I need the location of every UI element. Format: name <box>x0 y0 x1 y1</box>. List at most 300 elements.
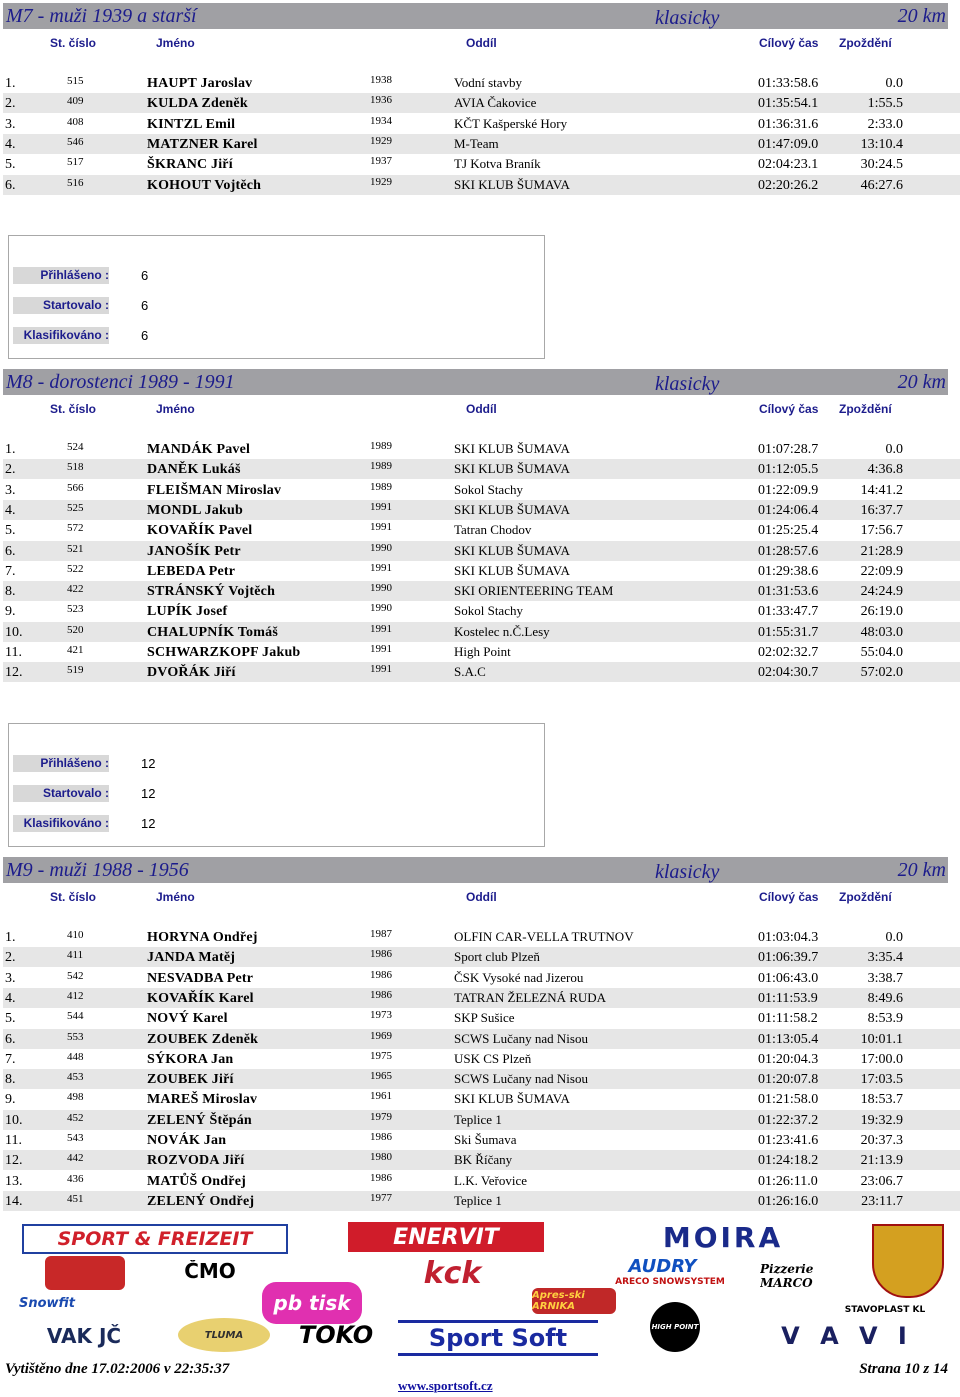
category-distance: 20 km <box>897 5 946 27</box>
logo-red-crest <box>45 1256 125 1290</box>
finish-time: 01:36:31.6 <box>758 116 819 132</box>
rank: 8. <box>5 1072 16 1088</box>
athlete-name: MONDL Jakub <box>147 502 243 518</box>
birth-year: 1938 <box>370 74 392 86</box>
birth-year: 1989 <box>370 480 392 493</box>
stat-value-started: 6 <box>141 298 149 313</box>
rank: 1. <box>5 442 16 457</box>
athlete-name: NESVADBA Petr <box>147 970 254 986</box>
athlete-name: SCHWARZKOPF Jakub <box>147 645 301 660</box>
time-gap: 0.0 <box>885 442 903 457</box>
birth-year: 1991 <box>370 643 392 655</box>
finish-time: 01:11:53.9 <box>758 990 818 1006</box>
athlete-name: ZELENÝ Štěpán <box>147 1112 252 1128</box>
finish-time: 01:11:58.2 <box>758 1011 818 1027</box>
bib-number: 525 <box>67 501 84 514</box>
finish-time: 01:21:58.0 <box>758 1092 819 1108</box>
athlete-name: KOVAŘÍK Karel <box>147 990 254 1006</box>
birth-year: 1989 <box>370 460 392 473</box>
stat-row-started <box>9 297 544 314</box>
table-row <box>3 1130 960 1150</box>
logo-pb-tisk: pb tisk <box>262 1282 362 1324</box>
athlete-name: HAUPT Jaroslav <box>147 76 253 91</box>
table-row <box>3 114 960 134</box>
website-link[interactable]: www.sportsoft.cz <box>398 1378 493 1393</box>
athlete-name: ROZVODA Jiří <box>147 1153 245 1169</box>
rank: 4. <box>5 136 16 152</box>
birth-year: 1990 <box>370 541 392 554</box>
bib-number: 524 <box>67 441 84 453</box>
athlete-name: MATŮŠ Ondřej <box>147 1173 246 1189</box>
time-gap: 1:55.5 <box>867 96 903 112</box>
time-gap: 10:01.1 <box>860 1031 903 1047</box>
athlete-name: ZELENÝ Ondřej <box>147 1193 255 1209</box>
time-gap: 8:49.6 <box>867 990 903 1006</box>
athlete-name: HORYNA Ondřej <box>147 930 258 945</box>
bib-number: 410 <box>67 929 84 941</box>
rank: 6. <box>5 1031 16 1047</box>
rank: 3. <box>5 482 16 498</box>
club: SKI KLUB ŠUMAVA <box>454 1091 570 1107</box>
rank: 4. <box>5 990 16 1006</box>
athlete-name: DANĚK Lukáš <box>147 462 241 478</box>
birth-year: 1990 <box>370 602 392 615</box>
club: SCWS Lučany nad Nisou <box>454 1030 588 1046</box>
stat-label-started: Startovalo : <box>13 297 109 314</box>
table-row <box>3 1110 960 1130</box>
athlete-name: KULDA Zdeněk <box>147 96 248 112</box>
bib-number: 421 <box>67 644 84 656</box>
category-distance: 20 km <box>897 859 946 881</box>
time-gap: 14:41.2 <box>860 482 903 498</box>
athlete-name: LUPÍK Josef <box>147 604 228 620</box>
time-gap: 20:37.3 <box>860 1133 903 1148</box>
rank: 2. <box>5 950 16 966</box>
finish-time: 02:02:32.7 <box>758 645 819 660</box>
category-distance: 20 km <box>897 371 946 393</box>
time-gap: 57:02.0 <box>860 665 903 681</box>
birth-year: 1975 <box>370 1049 392 1062</box>
birth-year: 1986 <box>370 948 392 961</box>
finish-time: 01:31:53.6 <box>758 584 819 600</box>
stat-value-classified: 12 <box>141 816 156 831</box>
club: USK CS Plzeň <box>454 1050 532 1066</box>
table-row <box>3 947 960 967</box>
athlete-name: MANDÁK Pavel <box>147 442 251 457</box>
bib-number: 546 <box>67 135 84 148</box>
bib-number: 522 <box>67 562 84 575</box>
club: L.K. Veřovice <box>454 1172 528 1188</box>
column-header-gap: Zpoždění <box>839 890 892 904</box>
birth-year: 1973 <box>370 1009 392 1022</box>
athlete-name: DVOŘÁK Jiří <box>147 665 236 681</box>
time-gap: 21:13.9 <box>860 1153 903 1169</box>
bib-number: 436 <box>67 1172 84 1185</box>
rank: 12. <box>5 1153 23 1169</box>
table-row <box>3 622 960 642</box>
column-header-bib: St. číslo <box>50 402 97 416</box>
column-header-bib: St. číslo <box>50 890 97 904</box>
bib-number: 411 <box>67 949 84 962</box>
rank: 5. <box>5 523 16 539</box>
table-row <box>3 134 960 154</box>
bib-number: 412 <box>67 989 84 1002</box>
birth-year: 1969 <box>370 1029 392 1042</box>
finish-time: 01:22:37.2 <box>758 1112 819 1128</box>
finish-time: 01:23:41.6 <box>758 1133 819 1148</box>
table-row <box>3 175 960 195</box>
table-row <box>3 459 960 479</box>
table-row <box>3 662 960 682</box>
finish-time: 01:26:11.0 <box>758 1173 818 1189</box>
time-gap: 4:36.8 <box>867 462 903 478</box>
finish-time: 01:24:18.2 <box>758 1153 819 1169</box>
club: TJ Kotva Braník <box>454 156 541 172</box>
finish-time: 01:13:05.4 <box>758 1031 819 1047</box>
time-gap: 23:06.7 <box>860 1173 903 1189</box>
logo-kck: kck <box>423 1256 482 1290</box>
entry-stats-box <box>8 723 545 847</box>
column-header-name: Jméno <box>156 36 195 50</box>
time-gap: 46:27.6 <box>860 177 903 193</box>
bib-number: 516 <box>67 176 84 189</box>
club: SKI KLUB ŠUMAVA <box>454 461 570 477</box>
club: SKI KLUB ŠUMAVA <box>454 441 570 456</box>
athlete-name: ZOUBEK Zdeněk <box>147 1031 259 1047</box>
stat-row-classified <box>9 815 544 832</box>
finish-time: 01:55:31.7 <box>758 624 819 640</box>
bib-number: 453 <box>67 1071 84 1084</box>
column-header-gap: Zpoždění <box>839 36 892 50</box>
logo-toko: TOKO <box>298 1321 374 1349</box>
table-row <box>3 927 960 947</box>
bib-number: 520 <box>67 623 84 636</box>
logo-town-crest <box>872 1224 944 1298</box>
athlete-name: CHALUPNÍK Tomáš <box>147 624 278 640</box>
stat-label-registered: Přihlášeno : <box>13 755 109 772</box>
stat-value-registered: 12 <box>141 756 156 771</box>
time-gap: 21:28.9 <box>860 543 903 559</box>
club: Sokol Stachy <box>454 603 523 619</box>
club: SKI KLUB ŠUMAVA <box>454 562 570 578</box>
table-row <box>3 541 960 561</box>
athlete-name: MAREŠ Miroslav <box>147 1092 258 1108</box>
category-header <box>3 3 948 29</box>
finish-time: 01:33:58.6 <box>758 76 819 91</box>
stat-label-registered: Přihlášeno : <box>13 267 109 284</box>
time-gap: 24:24.9 <box>860 584 903 600</box>
rank: 7. <box>5 563 16 579</box>
bib-number: 451 <box>67 1192 84 1205</box>
page-number: Strana 10 z 14 <box>859 1361 948 1377</box>
category-style: klasicky <box>655 373 720 395</box>
time-gap: 17:00.0 <box>860 1051 903 1067</box>
bib-number: 523 <box>67 603 84 616</box>
birth-year: 1986 <box>370 968 392 981</box>
logo-pizzerie-marco: Pizzerie MARCO <box>760 1264 814 1288</box>
rank: 2. <box>5 96 16 112</box>
logo-sport-freizeit: SPORT & FREIZEIT <box>22 1224 288 1254</box>
finish-time: 02:04:23.1 <box>758 157 819 173</box>
column-header-gap: Zpoždění <box>839 402 892 416</box>
club: ČSK Vysoké nad Jizerou <box>454 969 584 985</box>
logo-sportsoft: Sport Soft <box>398 1320 598 1356</box>
table-row <box>3 1008 960 1028</box>
category-header <box>3 369 948 395</box>
athlete-name: KOHOUT Vojtěch <box>147 177 262 193</box>
time-gap: 0.0 <box>885 930 903 945</box>
time-gap: 19:32.9 <box>860 1112 903 1128</box>
time-gap: 2:33.0 <box>867 116 903 132</box>
category-style: klasicky <box>655 861 720 883</box>
club: KČT Kašperské Hory <box>454 115 568 131</box>
finish-time: 01:22:09.9 <box>758 482 819 498</box>
table-row <box>3 601 960 621</box>
logo-cmo: ČMO <box>184 1260 236 1282</box>
club: Sport club Plzeň <box>454 949 540 965</box>
column-header-time: Cílový čas <box>759 890 819 904</box>
rank: 13. <box>5 1173 23 1189</box>
finish-time: 02:04:30.7 <box>758 665 819 681</box>
rank: 8. <box>5 584 16 600</box>
table-row <box>3 642 960 662</box>
column-header-name: Jméno <box>156 890 195 904</box>
bib-number: 542 <box>67 969 84 982</box>
birth-year: 1986 <box>370 988 392 1001</box>
time-gap: 17:56.7 <box>860 523 903 539</box>
table-row <box>3 1150 960 1170</box>
time-gap: 18:53.7 <box>860 1092 903 1108</box>
finish-time: 01:47:09.0 <box>758 136 819 152</box>
birth-year: 1990 <box>370 582 392 595</box>
club: SKI KLUB ŠUMAVA <box>454 501 570 517</box>
stat-row-started <box>9 785 544 802</box>
athlete-name: SÝKORA Jan <box>147 1051 234 1067</box>
finish-time: 01:33:47.7 <box>758 604 819 620</box>
column-header-time: Cílový čas <box>759 36 819 50</box>
stat-value-classified: 6 <box>141 328 149 343</box>
stat-row-registered <box>9 755 544 772</box>
table-row <box>3 1049 960 1069</box>
rank: 12. <box>5 665 23 681</box>
bib-number: 572 <box>67 522 84 535</box>
logo-moira: MOIRA <box>662 1222 784 1252</box>
athlete-name: KINTZL Emil <box>147 116 236 132</box>
logo-audry: AUDRY <box>628 1256 697 1276</box>
birth-year: 1965 <box>370 1070 392 1083</box>
rank: 1. <box>5 930 16 945</box>
stat-label-classified: Klasifikováno : <box>13 815 109 832</box>
rank: 1. <box>5 76 16 91</box>
table-row <box>3 1069 960 1089</box>
print-date: Vytištěno dne 17.02:2006 v 22:35:37 <box>5 1361 230 1377</box>
club: SKI ORIENTEERING TEAM <box>454 583 614 599</box>
category-title: M9 - muži 1988 - 1956 <box>6 859 189 881</box>
stat-row-registered <box>9 267 544 284</box>
time-gap: 30:24.5 <box>860 157 903 173</box>
club: Kostelec n.Č.Lesy <box>454 623 550 639</box>
column-header-club: Oddíl <box>466 890 497 904</box>
athlete-name: ŠKRANC Jiří <box>147 157 233 173</box>
time-gap: 48:03.0 <box>860 624 903 640</box>
bib-number: 519 <box>67 664 84 677</box>
club: SKP Sušice <box>454 1010 515 1026</box>
stat-value-registered: 6 <box>141 268 149 283</box>
bib-number: 409 <box>67 95 84 108</box>
table-row <box>3 73 960 93</box>
athlete-name: LEBEDA Petr <box>147 563 236 579</box>
finish-time: 01:28:57.6 <box>758 543 819 559</box>
birth-year: 1991 <box>370 622 392 635</box>
birth-year: 1991 <box>370 521 392 534</box>
birth-year: 1987 <box>370 928 392 940</box>
table-row <box>3 1029 960 1049</box>
bib-number: 498 <box>67 1091 84 1104</box>
finish-time: 01:29:38.6 <box>758 563 819 579</box>
rank: 10. <box>5 1112 23 1128</box>
stat-value-started: 12 <box>141 786 156 801</box>
rank: 2. <box>5 462 16 478</box>
table-row <box>3 480 960 500</box>
bib-number: 553 <box>67 1030 84 1043</box>
bib-number: 544 <box>67 1010 84 1023</box>
birth-year: 1961 <box>370 1090 392 1103</box>
club: SKI KLUB ŠUMAVA <box>454 542 570 558</box>
finish-time: 02:20:26.2 <box>758 177 819 193</box>
bib-number: 422 <box>67 583 84 596</box>
athlete-name: NOVÝ Karel <box>147 1011 228 1027</box>
birth-year: 1979 <box>370 1110 392 1123</box>
club: Ski Šumava <box>454 1132 517 1147</box>
athlete-name: ZOUBEK Jiří <box>147 1072 234 1088</box>
rank: 10. <box>5 624 23 640</box>
club: Tatran Chodov <box>454 522 532 538</box>
club: M-Team <box>454 135 499 151</box>
time-gap: 16:37.7 <box>860 502 903 518</box>
column-headers <box>3 399 948 419</box>
bib-number: 452 <box>67 1111 84 1124</box>
time-gap: 0.0 <box>885 76 903 91</box>
table-row <box>3 500 960 520</box>
category-title: M7 - muži 1939 a starší <box>6 5 197 27</box>
bib-number: 518 <box>67 461 84 474</box>
logo-enervit: ENERVIT <box>348 1222 544 1252</box>
time-gap: 17:03.5 <box>860 1072 903 1088</box>
column-header-name: Jméno <box>156 402 195 416</box>
rank: 9. <box>5 1092 16 1108</box>
birth-year: 1936 <box>370 94 392 107</box>
birth-year: 1989 <box>370 440 392 452</box>
club: SKI KLUB ŠUMAVA <box>454 176 570 192</box>
bib-number: 515 <box>67 75 84 87</box>
club: High Point <box>454 644 511 659</box>
finish-time: 01:03:04.3 <box>758 930 819 945</box>
rank: 9. <box>5 604 16 620</box>
category-header <box>3 857 948 883</box>
column-header-bib: St. číslo <box>50 36 97 50</box>
finish-time: 01:20:04.3 <box>758 1051 819 1067</box>
rank: 6. <box>5 177 16 193</box>
finish-time: 01:12:05.5 <box>758 462 819 478</box>
logo-stavoplast: STAVOPLAST KL <box>844 1305 926 1315</box>
birth-year: 1929 <box>370 134 392 147</box>
table-row <box>3 439 960 459</box>
column-headers <box>3 33 948 53</box>
time-gap: 8:53.9 <box>867 1011 903 1027</box>
birth-year: 1991 <box>370 561 392 574</box>
finish-time: 01:35:54.1 <box>758 96 819 112</box>
table-row <box>3 154 960 174</box>
time-gap: 23:11.7 <box>861 1193 903 1209</box>
birth-year: 1986 <box>370 1171 392 1184</box>
finish-time: 01:25:25.4 <box>758 523 819 539</box>
club: Sokol Stachy <box>454 481 523 497</box>
time-gap: 55:04.0 <box>860 645 903 660</box>
club: AVIA Čakovice <box>454 95 537 111</box>
athlete-name: JANDA Matěj <box>147 950 236 966</box>
entry-stats-box <box>8 235 545 359</box>
rank: 7. <box>5 1051 16 1067</box>
finish-time: 01:24:06.4 <box>758 502 819 518</box>
time-gap: 3:38.7 <box>867 970 903 986</box>
table-row <box>3 1171 960 1191</box>
finish-time: 01:26:16.0 <box>758 1193 819 1209</box>
table-row <box>3 93 960 113</box>
table-row <box>3 581 960 601</box>
table-row <box>3 988 960 1008</box>
athlete-name: KOVAŘÍK Pavel <box>147 523 253 539</box>
birth-year: 1934 <box>370 114 392 127</box>
bib-number: 408 <box>67 115 84 128</box>
logo-snowfit: Snowfit <box>18 1295 75 1311</box>
club: Teplice 1 <box>454 1192 502 1208</box>
birth-year: 1937 <box>370 155 392 168</box>
logo-arnika: Apres-ski ARNIKA <box>532 1288 616 1314</box>
athlete-name: STRÁNSKÝ Vojtěch <box>147 584 276 600</box>
time-gap: 22:09.9 <box>860 563 903 579</box>
logo-areco: ARECO SNOWSYSTEM <box>615 1277 725 1287</box>
finish-time: 01:06:43.0 <box>758 970 819 986</box>
athlete-name: NOVÁK Jan <box>147 1133 227 1148</box>
rank: 11. <box>5 1133 22 1148</box>
column-header-club: Oddíl <box>466 402 497 416</box>
stat-row-classified <box>9 327 544 344</box>
column-header-time: Cílový čas <box>759 402 819 416</box>
birth-year: 1977 <box>370 1191 392 1204</box>
club: BK Říčany <box>454 1152 513 1168</box>
rank: 3. <box>5 116 16 132</box>
club: OLFIN CAR-VELLA TRUTNOV <box>454 929 634 944</box>
stat-label-started: Startovalo : <box>13 785 109 802</box>
rank: 4. <box>5 502 16 518</box>
birth-year: 1991 <box>370 500 392 513</box>
birth-year: 1986 <box>370 1131 392 1143</box>
category-style: klasicky <box>655 7 720 29</box>
club: S.A.C <box>454 664 486 680</box>
stat-label-classified: Klasifikováno : <box>13 327 109 344</box>
rank: 6. <box>5 543 16 559</box>
time-gap: 13:10.4 <box>860 136 903 152</box>
column-header-club: Oddíl <box>466 36 497 50</box>
column-headers <box>3 887 948 907</box>
bib-number: 543 <box>67 1132 84 1144</box>
athlete-name: FLEIŠMAN Miroslav <box>147 482 282 498</box>
table-row <box>3 1089 960 1109</box>
club: Teplice 1 <box>454 1111 502 1127</box>
table-row <box>3 968 960 988</box>
birth-year: 1929 <box>370 175 392 188</box>
birth-year: 1980 <box>370 1151 392 1164</box>
